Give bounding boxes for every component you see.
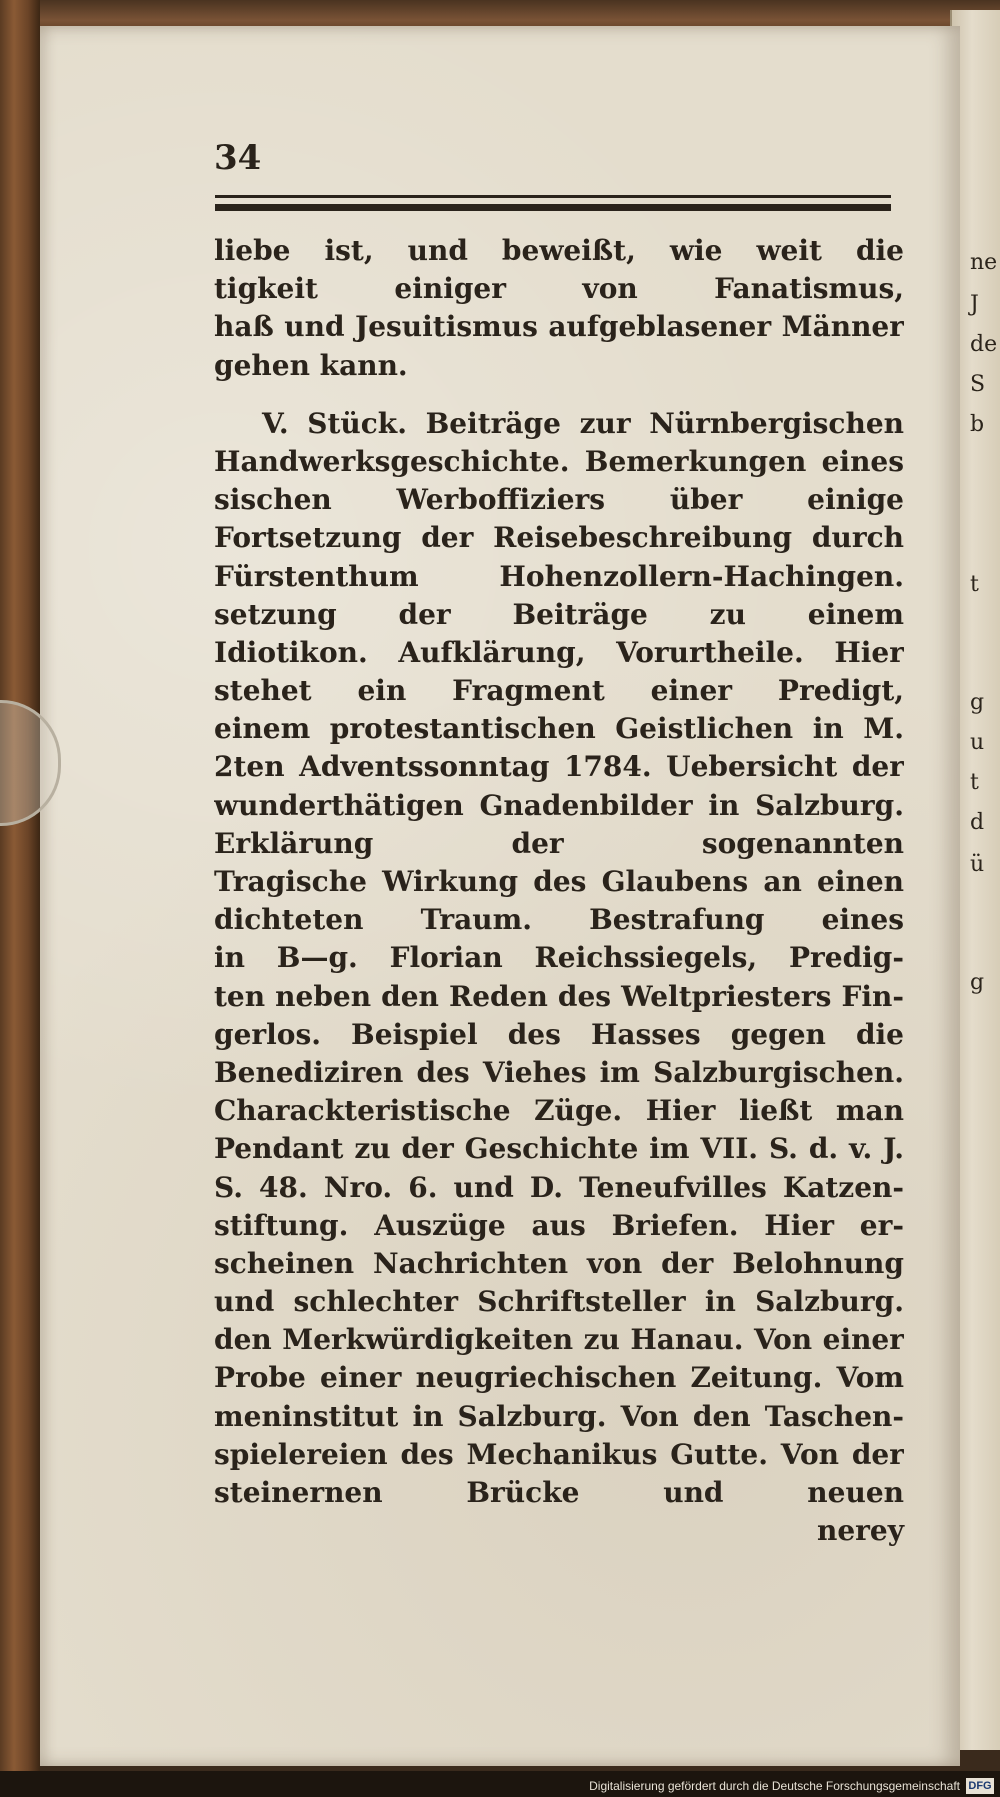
text-line: steinernen Brücke und neuen	[214, 1476, 904, 1509]
text-line: in B—g. Florian Reichssiegels, Predig-	[214, 941, 904, 975]
adjacent-page-fragment: d	[970, 810, 985, 835]
header-rule-thick	[215, 204, 891, 211]
text-line: 2ten Adventssonntag 1784. Uebersicht der	[214, 750, 904, 784]
text-line: Pendant zu der Geschichte im VII. S. d. v. J.	[214, 1132, 904, 1166]
text-line: stehet ein Fragment einer Predigt,	[214, 674, 904, 708]
text-line: Idiotikon. Aufklärung, Vorurtheile. Hier	[214, 635, 904, 669]
text-line: dichteten Traum. Bestrafung eines	[214, 903, 904, 937]
page-number: 34	[214, 138, 262, 178]
text-line: V. Stück. Beiträge zur Nürnbergischen	[262, 406, 904, 440]
text-line: setzung der Beiträge zu einem	[214, 597, 904, 631]
text-line: Tragische Wirkung des Glaubens an einen	[214, 865, 904, 898]
text-line: Fürstenthum Hohenzollern-Hachingen.	[214, 559, 904, 593]
adjacent-page-fragment: t	[970, 572, 979, 597]
text-line: tigkeit einiger von Fanatismus,	[214, 272, 904, 306]
adjacent-page-fragment: u	[970, 730, 985, 755]
text-line: spielereien des Mechanikus Gutte. Von der	[214, 1437, 904, 1471]
text-line: stiftung. Auszüge aus Briefen. Hier er-	[214, 1208, 904, 1242]
catchword: nerey	[816, 1514, 904, 1548]
text-line: und schlechter Schriftsteller in Salzburg.	[214, 1285, 904, 1319]
text-line: Benediziren des Viehes im Salzburgischen.	[214, 1055, 904, 1089]
adjacent-page-fragment: S	[970, 372, 986, 397]
text-line: Erklärung der sogenannten	[214, 826, 904, 860]
text-line: scheinen Nachrichten von der Belohnung	[214, 1246, 904, 1280]
page-text	[214, 232, 904, 1550]
adjacent-page-fragment: g	[970, 970, 985, 995]
text-line: gerlos. Beispiel des Hasses gegen die	[214, 1017, 904, 1051]
text-line: wunderthätigen Gnadenbilder in Salzburg.	[214, 788, 904, 822]
text-line: liebe ist, und beweißt, wie weit die	[214, 234, 904, 267]
text-line: Charackteristische Züge. Hier ließt man	[214, 1094, 904, 1128]
text-line: ten neben den Reden des Weltpriesters Fin-	[214, 979, 904, 1013]
adjacent-page-fragment: J	[970, 292, 979, 317]
adjacent-page-fragment: g	[970, 690, 985, 715]
digitization-footer	[0, 1771, 1000, 1797]
adjacent-page-fragment: de	[970, 332, 998, 357]
dfg-logo-icon: DFG	[966, 1778, 994, 1794]
text-line: S. 48. Nro. 6. und D. Teneufvilles Katzen-	[214, 1170, 904, 1204]
text-line: den Merkwürdigkeiten zu Hanau. Von einer	[214, 1323, 904, 1357]
adjacent-page-fragment: ne	[970, 250, 998, 275]
book-binding	[0, 0, 40, 1797]
text-line: sischen Werboffiziers über einige	[214, 483, 904, 517]
adjacent-page-fragment: t	[970, 770, 979, 795]
text-line: Fortsetzung der Reisebeschreibung durch	[214, 521, 904, 555]
text-line: Probe einer neugriechischen Zeitung. Vom	[214, 1361, 904, 1395]
adjacent-page-fragment: ü	[970, 852, 985, 877]
adjacent-page-fragment: b	[970, 412, 985, 437]
text-line: meninstitut in Salzburg. Von den Taschen-	[214, 1399, 904, 1433]
text-line: gehen kann.	[214, 348, 408, 382]
text-line: einem protestantischen Geistlichen in M.	[214, 712, 904, 746]
header-rule-thin	[215, 195, 891, 198]
footer-credit: Digitalisierung gefördert durch die Deutsche Forschungsgemeinschaft	[589, 1779, 960, 1793]
text-line: Handwerksgeschichte. Bemerkungen eines	[214, 444, 904, 478]
text-line: haß und Jesuitismus aufgeblasener Männer	[214, 310, 904, 344]
